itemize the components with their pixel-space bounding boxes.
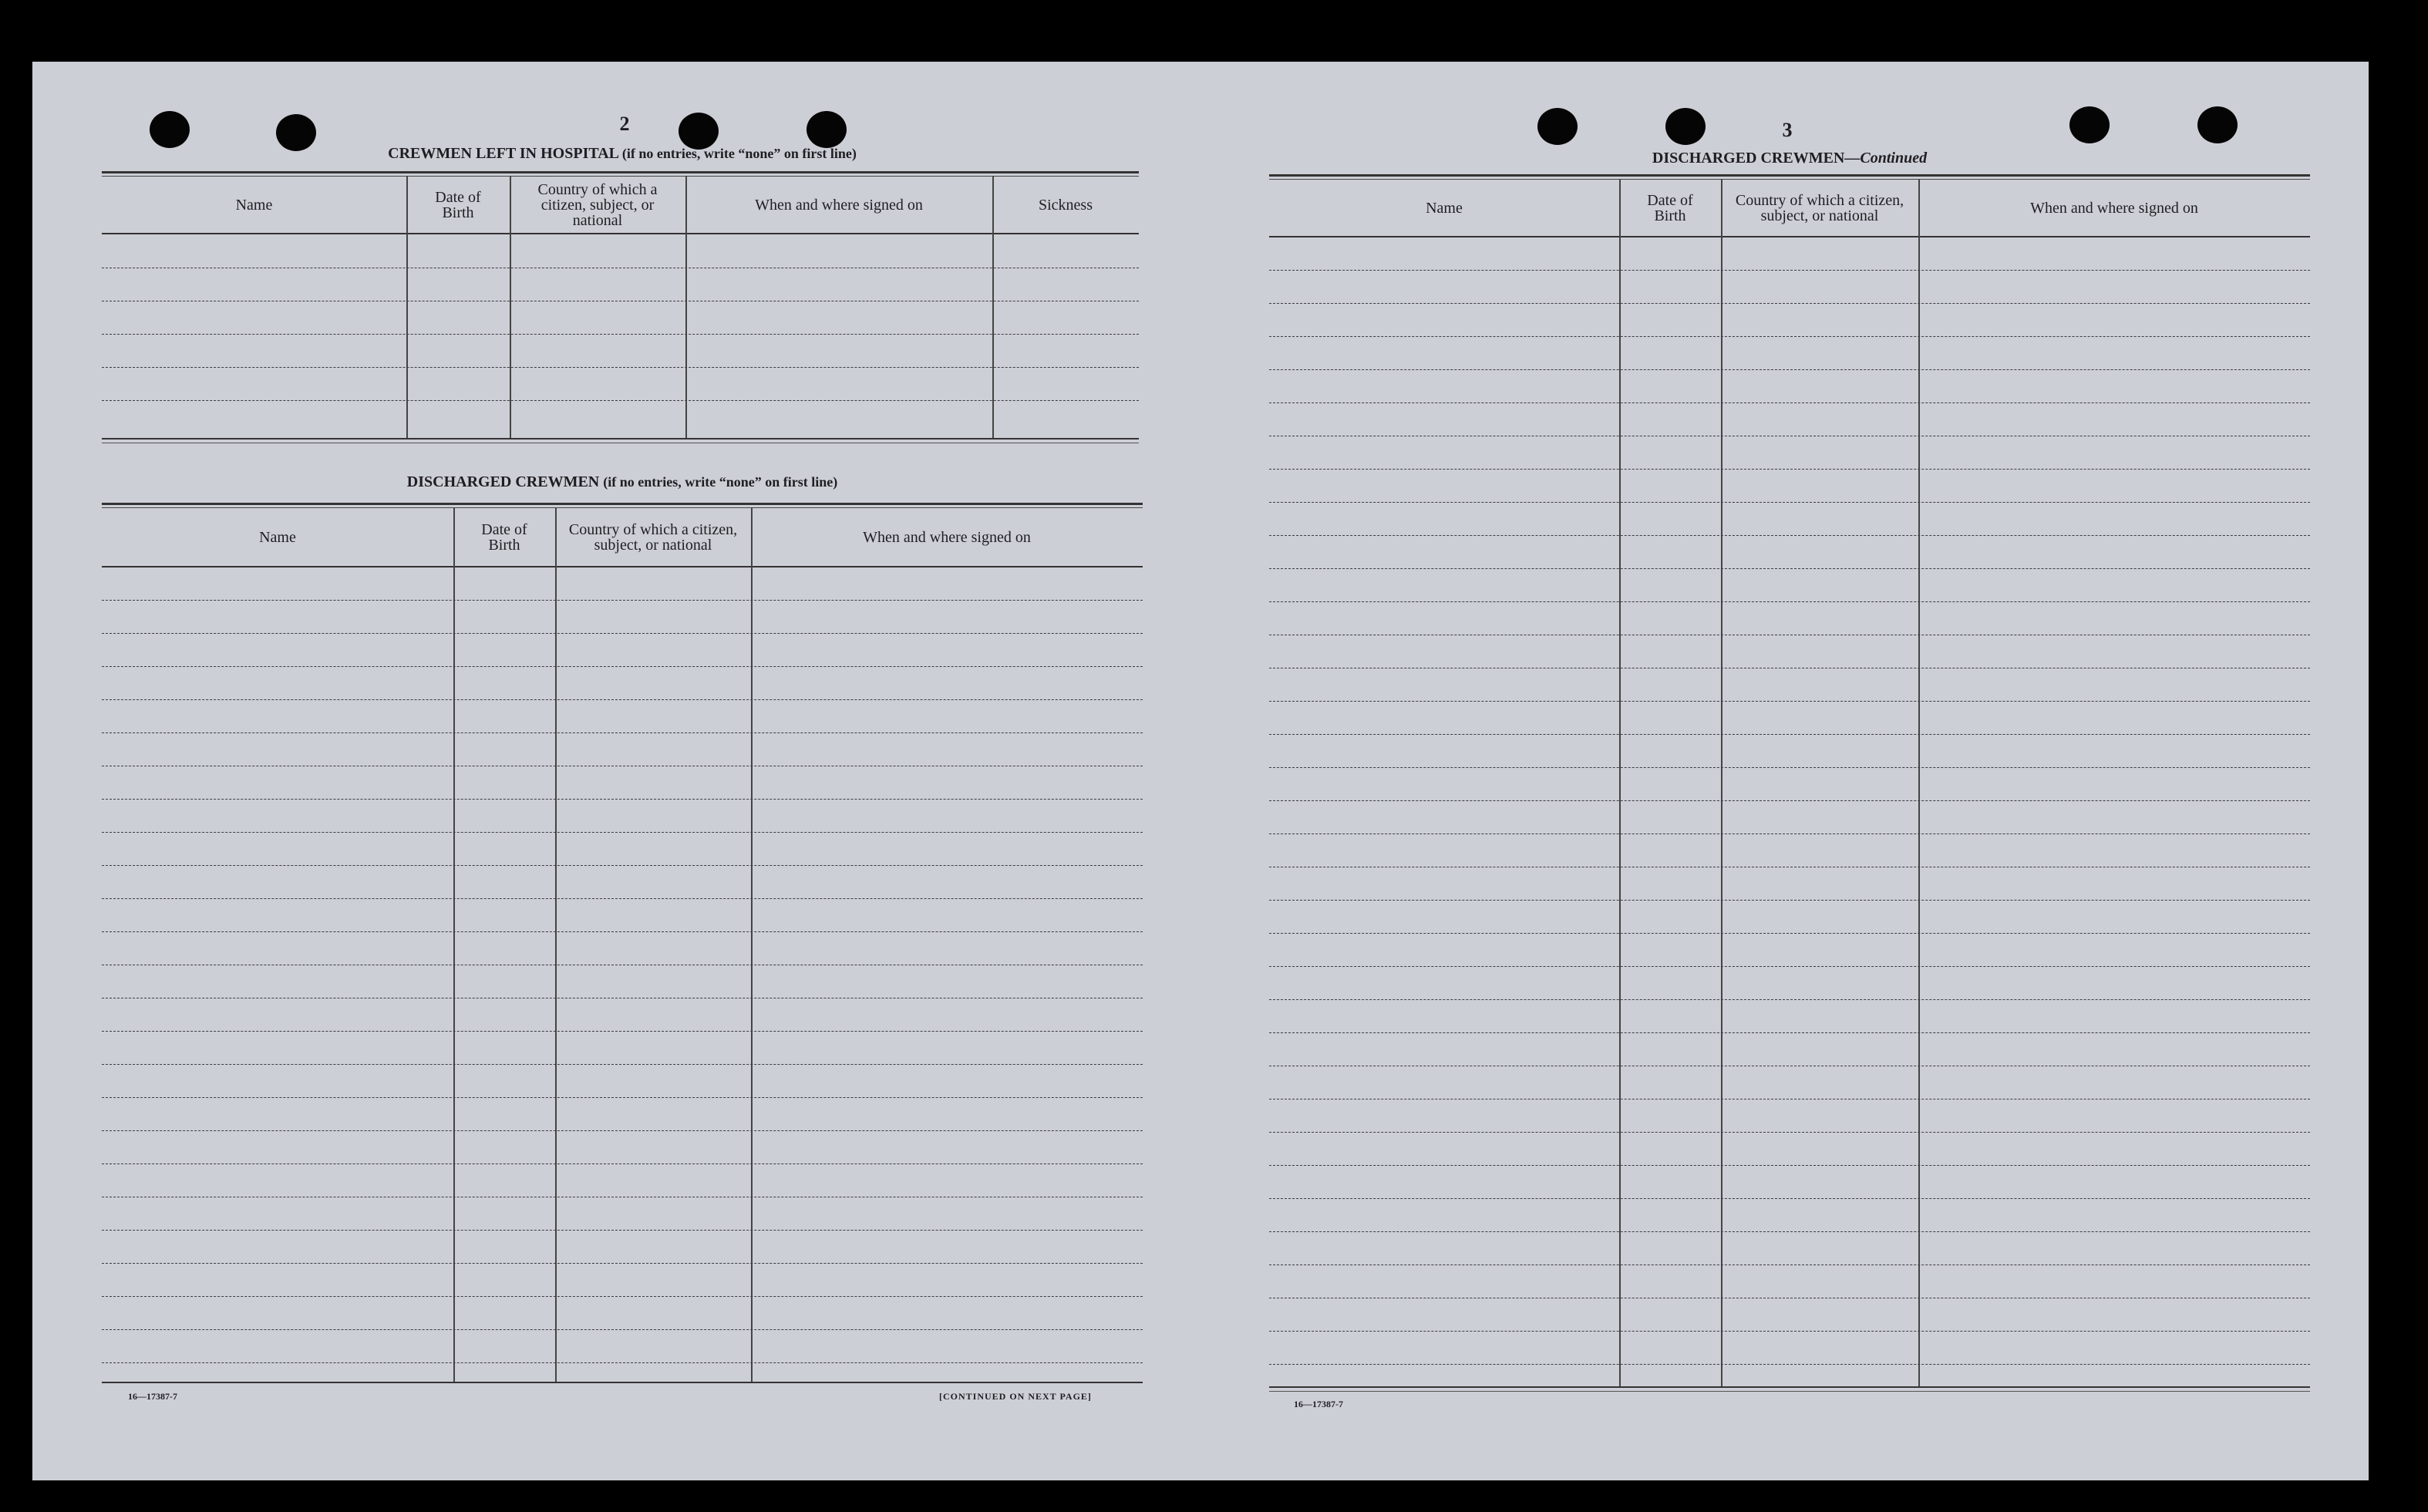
table-row xyxy=(102,965,1143,998)
table-row xyxy=(102,833,1143,866)
discharged-continued-header xyxy=(1269,180,2310,237)
form-number-left: 16—17387-7 xyxy=(128,1391,177,1402)
punch-hole xyxy=(1537,108,1578,145)
table-row xyxy=(1269,834,2310,867)
table-row xyxy=(102,800,1143,833)
table-row xyxy=(102,1032,1143,1065)
table-row xyxy=(102,1065,1143,1098)
table-row xyxy=(1269,271,2310,304)
table-row xyxy=(1269,237,2310,271)
table-row xyxy=(1269,403,2310,436)
table-row xyxy=(1269,1265,2310,1298)
discharged-continued-table xyxy=(1269,174,2310,1392)
table-row xyxy=(102,268,1139,301)
table-row xyxy=(102,932,1143,965)
discharged-table xyxy=(102,503,1143,1389)
form-number-right: 16—17387-7 xyxy=(1294,1399,1343,1409)
col-header-date-of-birth: Date of Birth xyxy=(453,509,555,567)
table-row xyxy=(102,601,1143,634)
discharged-table-header xyxy=(102,509,1143,567)
col-header-country: Country of which a citizen, subject, or national xyxy=(555,509,751,567)
table-row xyxy=(1269,1000,2310,1033)
table-row xyxy=(1269,1199,2310,1232)
table-row xyxy=(102,1330,1143,1363)
col-header-date-of-birth: Date of Birth xyxy=(1619,180,1721,237)
continued-on-next-page-note: [CONTINUED ON NEXT PAGE] xyxy=(939,1391,1092,1402)
table-row xyxy=(102,1131,1143,1164)
table-row xyxy=(1269,1166,2310,1199)
col-header-country: Country of which a citizen, subject, or national xyxy=(1721,180,1918,237)
discharged-continued-title xyxy=(1269,150,2310,167)
hospital-section-title xyxy=(102,145,1143,163)
table-row xyxy=(102,1197,1143,1231)
table-row xyxy=(1269,1365,2310,1398)
table-row xyxy=(1269,436,2310,470)
table-row xyxy=(1269,1133,2310,1166)
table-row xyxy=(102,667,1143,700)
table-row xyxy=(102,1098,1143,1131)
col-header-name: Name xyxy=(102,509,453,567)
table-row xyxy=(1269,470,2310,503)
table-row xyxy=(102,634,1143,667)
table-row xyxy=(1269,1232,2310,1265)
hospital-table xyxy=(102,171,1139,449)
col-header-country: Country of which a citizen, subject, or national xyxy=(510,177,685,234)
table-row xyxy=(102,368,1139,401)
punch-hole xyxy=(2069,106,2110,143)
table-row xyxy=(1269,1332,2310,1365)
table-row xyxy=(102,401,1139,434)
continued-suffix: —Continued xyxy=(1844,150,1928,167)
table-row xyxy=(1269,304,2310,337)
table-row xyxy=(1269,867,2310,901)
table-row xyxy=(1269,536,2310,569)
table-row xyxy=(102,700,1143,733)
page-number-right: 3 xyxy=(1782,119,1793,141)
table-row xyxy=(102,1231,1143,1264)
table-row xyxy=(1269,1066,2310,1099)
table-row xyxy=(1269,337,2310,370)
hospital-table-header xyxy=(102,177,1139,234)
table-row xyxy=(102,766,1143,800)
discharged-title-text: DISCHARGED CREWMEN xyxy=(406,473,600,490)
col-header-signed-on: When and where signed on xyxy=(751,509,1143,567)
punch-hole xyxy=(150,111,190,148)
table-row xyxy=(1269,702,2310,735)
discharged-title-note: (if no entries, write “none” on first line) xyxy=(603,474,838,490)
hospital-title-text: CREWMEN LEFT IN HOSPITAL xyxy=(388,145,618,162)
page-number-left: 2 xyxy=(619,113,630,135)
punch-hole xyxy=(807,111,847,148)
col-header-signed-on: When and where signed on xyxy=(685,177,992,234)
hospital-title-note: (if no entries, write “none” on first line) xyxy=(621,146,857,161)
punch-hole xyxy=(1665,108,1706,145)
punch-hole xyxy=(2197,106,2238,143)
table-row xyxy=(102,1297,1143,1330)
table-row xyxy=(1269,668,2310,702)
table-row xyxy=(102,1264,1143,1297)
col-header-name: Name xyxy=(102,177,406,234)
table-row xyxy=(1269,503,2310,536)
table-row xyxy=(102,567,1143,601)
table-row xyxy=(1269,934,2310,967)
table-row xyxy=(1269,602,2310,635)
table-row xyxy=(1269,635,2310,668)
punch-hole xyxy=(679,113,719,150)
table-row xyxy=(102,1164,1143,1197)
table-row xyxy=(102,899,1143,932)
table-row xyxy=(1269,901,2310,934)
document-sheet xyxy=(32,62,2369,1480)
discharged-continued-title-text: DISCHARGED CREWMEN xyxy=(1652,150,1845,167)
table-row xyxy=(1269,1033,2310,1066)
table-row xyxy=(1269,967,2310,1000)
table-row xyxy=(102,866,1143,899)
table-row xyxy=(1269,735,2310,768)
table-row xyxy=(1269,1298,2310,1332)
table-row xyxy=(1269,1099,2310,1133)
table-row xyxy=(102,733,1143,766)
table-row xyxy=(1269,768,2310,801)
discharged-section-title xyxy=(102,473,1143,491)
col-header-name: Name xyxy=(1269,180,1619,237)
table-row xyxy=(102,998,1143,1032)
table-row xyxy=(102,301,1139,335)
hospital-table-rows xyxy=(102,234,1139,434)
discharged-continued-rows xyxy=(1269,237,2310,1398)
col-header-sickness: Sickness xyxy=(992,177,1139,234)
table-row xyxy=(1269,370,2310,403)
table-row xyxy=(1269,801,2310,834)
discharged-table-rows xyxy=(102,567,1143,1396)
col-header-signed-on: When and where signed on xyxy=(1918,180,2310,237)
table-row xyxy=(102,335,1139,368)
col-header-date-of-birth: Date of Birth xyxy=(406,177,510,234)
table-row xyxy=(102,234,1139,268)
table-row xyxy=(1269,569,2310,602)
